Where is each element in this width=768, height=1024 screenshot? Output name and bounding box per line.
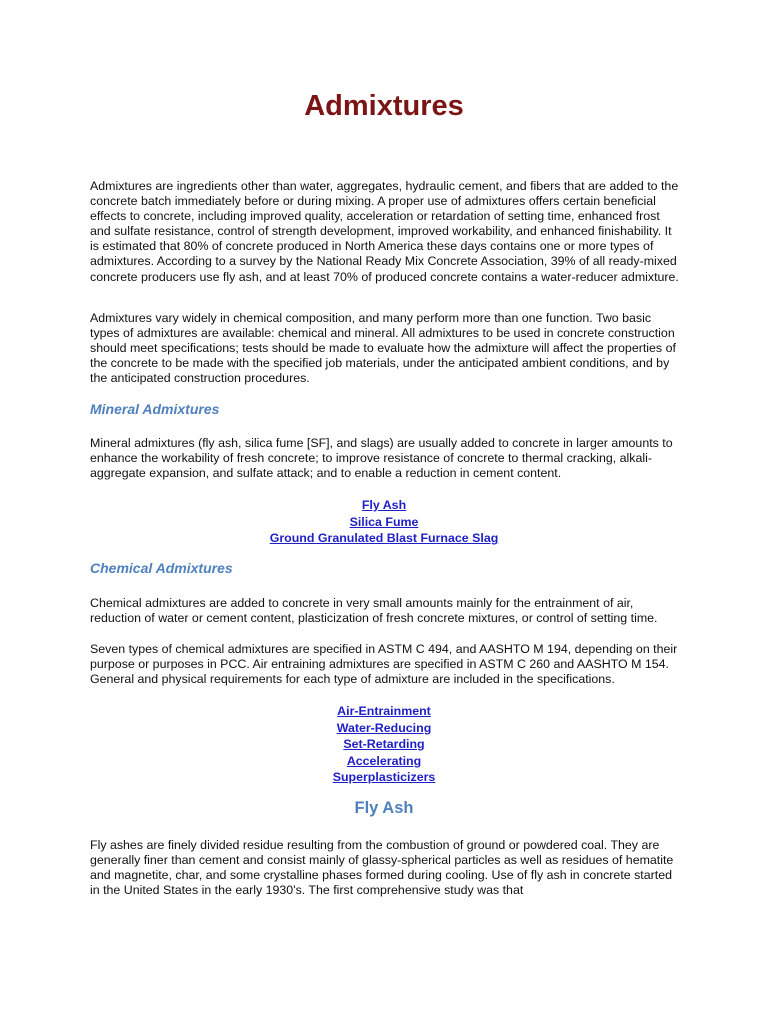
list-item [0,769,768,786]
mineral-admixtures-paragraph: Mineral admixtures (fly ash, silica fume [SF], and slags) are usually added to concrete in larger amounts to enhance the workability of fresh concrete; to improve resistance of concrete to thermal cracking, alkali-aggregate expansion, and sulfate attack; and to enable a reduction in cement content. [90,436,673,481]
chemical-admixtures-links [0,703,768,786]
page-title: Admixtures [304,90,464,122]
chemical-admixtures-paragraph-2: Seven types of chemical admixtures are specified in ASTM C 494, and AASHTO M 194, depending on their purpose or purposes in PCC. Air entraining admixtures are specified in ASTM C 260 and AASHTO M 154. General and physical requirements for each type of admixture are included in the specifications. [90,642,678,687]
list-item [0,736,768,753]
list-item [0,753,768,770]
list-item [0,530,768,547]
list-item [0,497,768,514]
list-item [0,703,768,720]
mineral-admixtures-links [0,497,768,547]
fly-ash-link[interactable]: Fly Ash [361,498,407,512]
list-item [0,720,768,737]
ground-granulated-blast-furnace-slag-link[interactable]: Ground Granulated Blast Furnace Slag [269,531,499,546]
chemical-admixtures-paragraph-1: Chemical admixtures are added to concrete in very small amounts mainly for the entrainment of air, reduction of water or cement content, plasticization of fresh concrete mixtures, or control of setting time. [90,596,658,626]
intro-paragraph-2: Admixtures vary widely in chemical composition, and many perform more than one function. Two basic types of admixtures are available: chemical and mineral. All admixtures to be used in concrete construction should meet specifications; tests should be made to evaluate how the admixture will affect the properties of the concrete to be made with the specified job materials, under the anticipated ambient conditions, and by the anticipated construction procedures. [90,311,676,386]
list-item [0,514,768,531]
set-retarding-link[interactable]: Set-Retarding [343,737,425,752]
fly-ash-heading: Fly Ash [354,799,414,817]
accelerating-link[interactable]: Accelerating [346,753,422,768]
fly-ash-paragraph: Fly ashes are finely divided residue resulting from the combustion of ground or powdered coal. They are generally finer than cement and consist mainly of glassy-spherical particles as well as residues of hematite and magnetite, char, and some crystalline phases formed during cooling. Use of fly ash in concrete started in the United States in the early 1930's. The first comprehensive study was that [90,838,674,898]
intro-paragraph-1: Admixtures are ingredients other than water, aggregates, hydraulic cement, and fibers that are added to the concrete batch immediately before or during mixing. A proper use of admixtures offers certain beneficial effects to concrete, including improved quality, acceleration or retardation of setting time, enhanced frost and sulfate resistance, control of strength development, improved workability, and enhanced finishability. It is estimated that 80% of concrete produced in North America these days contains one or more types of admixtures. According to a survey by the National Ready Mix Concrete Association, 39% of all ready-mixed concrete producers use fly ash, and at least 70% of produced concrete contains a water-reducer admixture. [90,179,679,284]
silica-fume-link[interactable]: Silica Fume [349,514,419,529]
air-entrainment-link[interactable]: Air-Entrainment [337,704,431,718]
mineral-admixtures-heading: Mineral Admixtures [90,401,220,417]
superplasticizers-link[interactable]: Superplasticizers [332,770,436,785]
chemical-admixtures-heading: Chemical Admixtures [90,560,233,576]
water-reducing-link[interactable]: Water-Reducing [336,720,432,735]
